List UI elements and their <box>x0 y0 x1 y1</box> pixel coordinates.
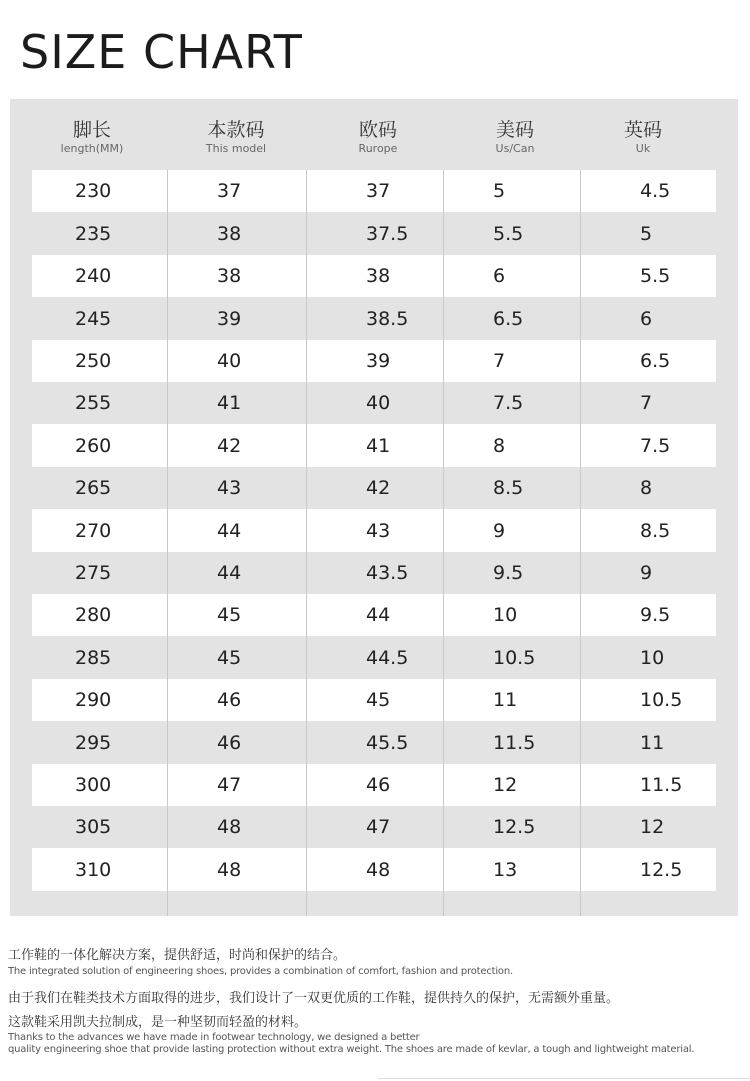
table-cell: 9 <box>640 562 653 584</box>
table-row <box>32 340 716 382</box>
table-cell: 46 <box>217 731 242 754</box>
table-cell: 10.5 <box>640 689 683 711</box>
column-divider <box>580 170 581 916</box>
table-cell: 12.5 <box>640 858 683 881</box>
table-cell: 10.5 <box>493 646 536 669</box>
table-cell: 6.5 <box>493 307 524 330</box>
table-cell: 43 <box>217 477 242 499</box>
table-row <box>32 552 716 594</box>
column-header-zh: 本款码 <box>207 119 265 141</box>
footer-line1-zh: 工作鞋的一体化解决方案，提供舒适，时尚和保护的结合。 <box>8 948 347 963</box>
table-cell: 305 <box>75 816 112 838</box>
table-cell: 41 <box>217 392 242 414</box>
table-cell: 38 <box>217 222 242 245</box>
column-header-zh: 美码 <box>495 119 534 141</box>
table-cell: 7 <box>640 392 653 414</box>
table-cell: 45 <box>217 604 242 626</box>
table-cell: 9 <box>493 519 506 542</box>
table-cell: 6 <box>493 265 506 287</box>
table-cell: 45.5 <box>366 731 409 754</box>
table-cell: 44.5 <box>366 646 409 669</box>
column-header-zh: 英码 <box>623 119 662 141</box>
table-cell: 290 <box>75 689 112 711</box>
column-header <box>308 118 448 156</box>
table-cell: 11 <box>640 731 665 754</box>
table-row <box>32 212 716 255</box>
table-cell: 12.5 <box>493 816 536 838</box>
table-row <box>32 382 716 424</box>
table-cell: 10 <box>640 646 665 669</box>
table-cell: 37.5 <box>366 222 409 245</box>
table-row <box>32 679 716 721</box>
footer-line1-en: The integrated solution of engineering shoes, provides a combination of comfort, fashion and protection. <box>8 966 513 977</box>
table-cell: 250 <box>75 350 112 372</box>
column-header-zh: 欧码 <box>358 119 397 141</box>
table-cell: 6.5 <box>640 350 671 372</box>
table-cell: 11.5 <box>640 774 683 796</box>
table-cell: 260 <box>75 434 112 457</box>
table-cell: 38 <box>366 265 391 287</box>
table-cell: 44 <box>366 604 391 626</box>
footer-line3-zh: 这款鞋采用凯夫拉制成，是一种坚韧而轻盈的材料。 <box>8 1015 308 1030</box>
table-row <box>32 467 716 509</box>
table-cell: 245 <box>75 307 112 330</box>
table-cell: 240 <box>75 265 112 287</box>
table-cell: 8.5 <box>493 477 524 499</box>
column-divider <box>167 170 168 916</box>
table-row <box>32 297 716 340</box>
table-row <box>32 806 716 848</box>
footer-line3-en-2: quality engineering shoe that provide lasting protection without extra weight. The shoes are made of kevlar, a tough and lightweight material. <box>8 1044 695 1055</box>
table-cell: 12 <box>493 774 518 796</box>
table-cell: 7 <box>493 350 506 372</box>
table-cell: 10 <box>493 604 518 626</box>
table-row <box>32 255 716 297</box>
table-row <box>32 764 716 806</box>
table-row <box>32 636 716 679</box>
table-cell: 9.5 <box>493 562 524 584</box>
table-cell: 9.5 <box>640 604 671 626</box>
table-cell: 41 <box>366 434 391 457</box>
table-cell: 48 <box>366 858 391 881</box>
column-header-en: Rurope <box>358 142 398 155</box>
table-cell: 47 <box>217 774 242 796</box>
table-cell: 47 <box>366 816 391 838</box>
column-header <box>22 118 162 156</box>
table-row <box>32 424 716 467</box>
table-cell: 285 <box>75 646 112 669</box>
table-cell: 42 <box>217 434 242 457</box>
table-cell: 5.5 <box>493 222 524 245</box>
table-cell: 280 <box>75 604 112 626</box>
column-header <box>573 118 713 156</box>
table-row <box>32 509 716 552</box>
table-cell: 39 <box>366 350 391 372</box>
table-cell: 44 <box>217 562 242 584</box>
table-cell: 43.5 <box>366 562 409 584</box>
table-cell: 295 <box>75 731 112 754</box>
table-cell: 4.5 <box>640 180 671 202</box>
table-cell: 230 <box>75 180 112 202</box>
table-cell: 8 <box>493 434 506 457</box>
column-header <box>445 118 585 156</box>
table-cell: 275 <box>75 562 112 584</box>
column-header-en: Us/Can <box>495 142 535 155</box>
table-cell: 37 <box>366 180 391 202</box>
footer-line2-zh: 由于我们在鞋类技术方面取得的进步，我们设计了一双更优质的工作鞋，提供持久的保护，无需额外重量。 <box>8 991 620 1006</box>
column-divider <box>306 170 307 916</box>
table-row <box>32 721 716 764</box>
table-cell: 46 <box>366 774 391 796</box>
table-cell: 8 <box>640 477 653 499</box>
table-cell: 40 <box>217 350 242 372</box>
table-cell: 45 <box>217 646 242 669</box>
table-cell: 11 <box>493 689 518 711</box>
table-cell: 48 <box>217 816 242 838</box>
table-cell: 235 <box>75 222 112 245</box>
table-cell: 38.5 <box>366 307 409 330</box>
table-cell: 5.5 <box>640 265 671 287</box>
table-cell: 46 <box>217 689 242 711</box>
table-cell: 45 <box>366 689 391 711</box>
column-header-en: length(MM) <box>60 142 124 155</box>
footer-line3-en-1: Thanks to the advances we have made in footwear technology, we designed a better <box>8 1032 420 1043</box>
table-row <box>32 170 716 212</box>
column-header <box>166 118 306 156</box>
table-cell: 5 <box>640 222 653 245</box>
table-cell: 48 <box>217 858 242 881</box>
table-cell: 6 <box>640 307 653 330</box>
table-cell: 37 <box>217 180 242 202</box>
page-title: SIZE CHART <box>20 25 303 79</box>
table-cell: 7.5 <box>640 434 671 457</box>
table-cell: 265 <box>75 477 112 499</box>
table-cell: 8.5 <box>640 519 671 542</box>
table-cell: 42 <box>366 477 391 499</box>
table-cell: 310 <box>75 858 112 881</box>
table-cell: 44 <box>217 519 242 542</box>
table-cell: 12 <box>640 816 665 838</box>
table-row <box>32 848 716 891</box>
column-divider <box>443 170 444 916</box>
table-cell: 270 <box>75 519 112 542</box>
table-cell: 13 <box>493 858 518 881</box>
table-cell: 39 <box>217 307 242 330</box>
table-cell: 38 <box>217 265 242 287</box>
column-header-en: This model <box>205 142 267 155</box>
table-cell: 43 <box>366 519 391 542</box>
table-cell: 7.5 <box>493 392 524 414</box>
column-header-zh: 脚长 <box>72 119 111 141</box>
table-cell: 255 <box>75 392 112 414</box>
table-cell: 300 <box>75 774 112 796</box>
table-cell: 5 <box>493 180 506 202</box>
table-cell: 11.5 <box>493 731 536 754</box>
column-header-en: Uk <box>635 142 651 155</box>
table-cell: 40 <box>366 392 391 414</box>
table-row <box>32 594 716 636</box>
bottom-divider <box>378 1078 750 1079</box>
